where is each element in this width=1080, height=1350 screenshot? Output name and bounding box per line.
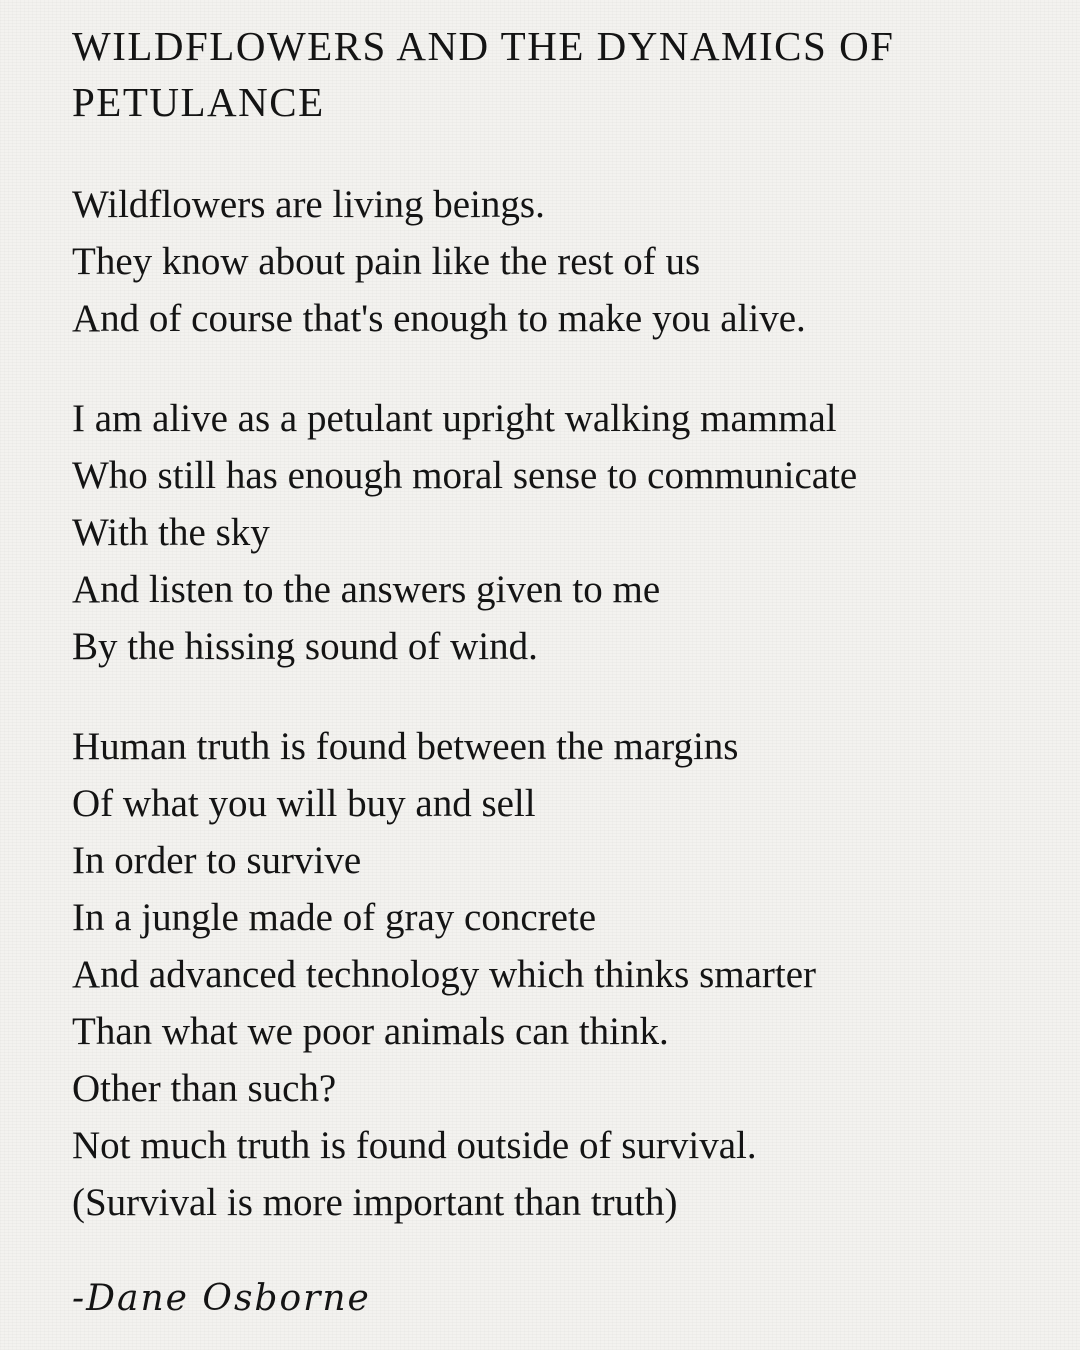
poem-line: In order to survive — [72, 839, 362, 882]
poem-line: Wildflowers are living beings. — [72, 183, 545, 226]
poem-line: Of what you will buy and sell — [72, 782, 536, 825]
poem-line: Human truth is found between the margins — [72, 725, 739, 768]
author-signature: -Dane Osborne — [72, 1278, 371, 1319]
poem-line: In a jungle made of gray concrete — [72, 896, 597, 939]
poem-line: And advanced technology which thinks smarter — [72, 953, 817, 996]
stanza-3 — [72, 718, 1032, 1231]
poem-line: Who still has enough moral sense to communicate — [72, 454, 858, 497]
poem-line: By the hissing sound of wind. — [72, 625, 538, 668]
stanza-2 — [72, 390, 1032, 675]
poem-line: Than what we poor animals can think. — [72, 1010, 669, 1053]
poem-line: And of course that's enough to make you alive. — [72, 297, 806, 340]
poem-line: They know about pain like the rest of us — [72, 240, 701, 283]
poem-body — [72, 176, 1032, 1231]
poem-line: I am alive as a petulant upright walking mammal — [72, 397, 837, 440]
stanza-1 — [72, 176, 1032, 347]
poem-line: Not much truth is found outside of survival. — [72, 1124, 757, 1167]
poem-page — [72, 18, 1032, 1324]
poem-line: Other than such? — [72, 1067, 337, 1110]
poem-line: With the sky — [72, 511, 270, 554]
poem-line: (Survival is more important than truth) — [72, 1181, 678, 1224]
poem-title: WILDFLOWERS AND THE DYNAMICS OF PETULANCE — [72, 23, 895, 125]
poem-line: And listen to the answers given to me — [72, 568, 661, 611]
